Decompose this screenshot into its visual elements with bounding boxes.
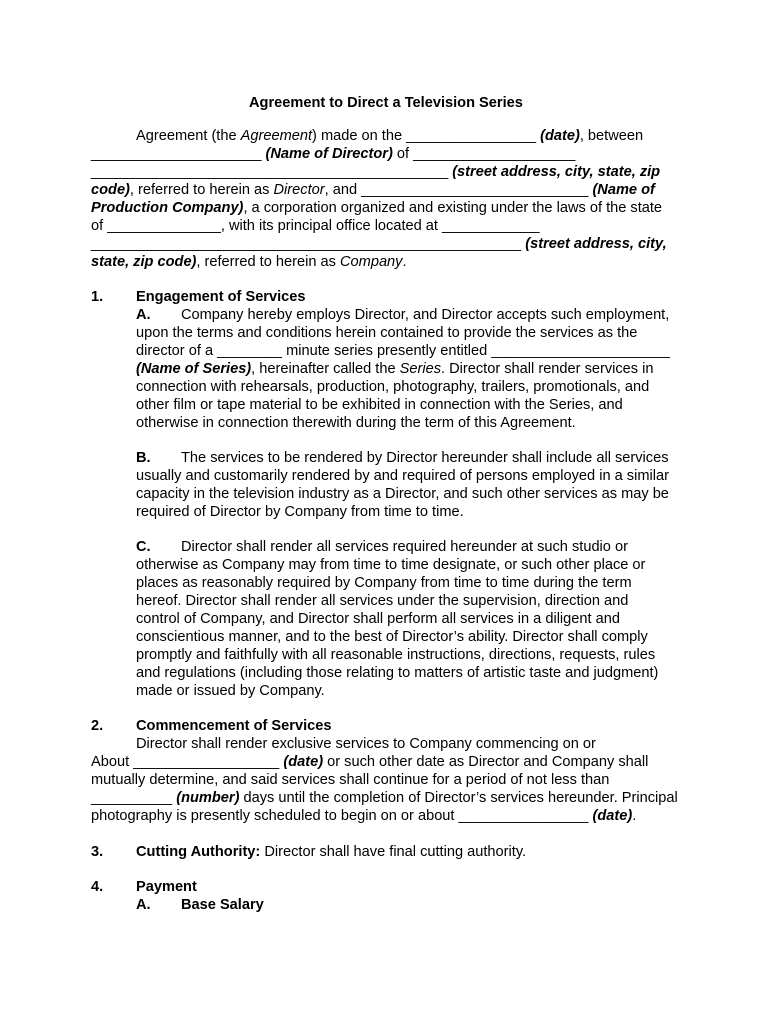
section-1c-line-6: conscientious manner, and to the best of Director’s ability. Director shall comply — [136, 629, 648, 645]
section-1b-line-4: required of Director by Company from time to time. — [136, 504, 464, 520]
section-1c-line-8: and regulations (including those relating to matters of artistic taste and judgment) — [136, 665, 659, 681]
section-4a-heading: Base Salary — [181, 897, 264, 913]
section-1b-line-2: usually and customarily rendered by and required of persons employed in a similar — [136, 468, 669, 484]
section-4-number: 4. — [91, 879, 104, 895]
section-1-heading: Engagement of Services — [136, 289, 306, 305]
section-4a-label: A. — [136, 897, 151, 913]
section-1a-line-5: connection with rehearsals, production, photography, trailers, promotionals, and — [136, 379, 650, 395]
section-1a-line-1: Company hereby employs Director, and Director accepts such employment, — [181, 307, 670, 323]
section-1a-label: A. — [136, 307, 151, 323]
section-4-heading: Payment — [136, 879, 197, 895]
section-3-number: 3. — [91, 844, 104, 860]
section-2-line-1: Director shall render exclusive services to Company commencing on or — [136, 736, 596, 752]
section-2-line-3: mutually determine, and said services shall continue for a period of not less than — [91, 772, 610, 788]
section-1c-line-9: made or issued by Company. — [136, 683, 325, 699]
section-1a-line-2: upon the terms and conditions herein contained to provide the services as the — [136, 325, 638, 341]
section-1c-line-3: places as reasonably required by Company from time to time during the term — [136, 575, 632, 591]
intro-line-8: state, zip code), referred to herein as Company. — [91, 254, 407, 270]
intro-line-7: _____________________________________________________ (street address, city, — [91, 236, 667, 252]
section-1a-line-7: otherwise in connection therewith during the term of this Agreement. — [136, 415, 576, 431]
section-1c-line-7: promptly and faithfully with all reasonable instructions, directions, requests, rules — [136, 647, 656, 663]
section-2-line-5: photography is presently scheduled to begin on or about ________________ (date). — [91, 808, 637, 824]
section-1c-line-2: otherwise as Company may from time to time designate, or such other place or — [136, 557, 646, 573]
section-1c-label: C. — [136, 539, 151, 555]
intro-line-1: Agreement (the Agreement) made on the ________________ (date), between — [136, 128, 644, 144]
section-2-number: 2. — [91, 718, 104, 734]
section-1a-line-4: (Name of Series), hereinafter called the Series. Director shall render services in — [136, 361, 654, 377]
intro-line-3: ____________________________________________ (street address, city, state, zip — [91, 164, 661, 180]
section-1c-line-4: hereof. Director shall render all services under the supervision, direction and — [136, 593, 629, 609]
section-2-heading: Commencement of Services — [136, 718, 332, 734]
document-title: Agreement to Direct a Television Series — [249, 95, 523, 111]
section-3-line: Cutting Authority: Director shall have final cutting authority. — [136, 844, 527, 860]
section-2-line-4: __________ (number) days until the completion of Director’s services hereunder. Principal — [91, 790, 678, 806]
section-1a-line-3: director of a ________ minute series presently entitled ______________________ — [136, 343, 670, 359]
section-1c-line-1: Director shall render all services required hereunder at such studio or — [181, 539, 628, 555]
section-1-number: 1. — [91, 289, 104, 305]
section-1b-line-1: The services to be rendered by Director hereunder shall include all services — [181, 450, 669, 466]
intro-line-6: of ______________, with its principal office located at ____________ — [91, 218, 540, 234]
section-1b-label: B. — [136, 450, 151, 466]
section-1b-line-3: capacity in the television industry as a Director, and such other services as may be — [136, 486, 669, 502]
section-1a-line-6: other film or tape material to be exhibited in connection with the Series, and — [136, 397, 623, 413]
section-2-line-2: About __________________ (date) or such other date as Director and Company shall — [91, 754, 649, 770]
intro-line-4: code), referred to herein as Director, and ____________________________ (Name of — [91, 182, 655, 198]
intro-line-5: Production Company), a corporation organized and existing under the laws of the state — [91, 200, 663, 216]
intro-line-2: _____________________ (Name of Director) of ____________________ — [91, 146, 576, 162]
section-1c-line-5: control of Company, and Director shall perform all services in a diligent and — [136, 611, 620, 627]
